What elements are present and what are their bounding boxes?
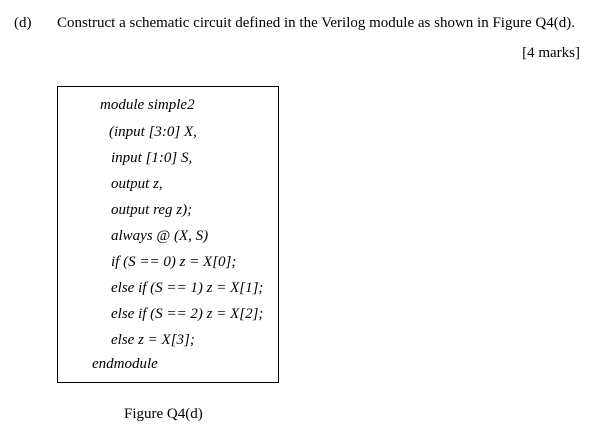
code-line-endmodule: endmodule: [92, 356, 158, 372]
question-text: Construct a schematic circuit defined in the Verilog module as shown in Figure Q4(d).: [57, 15, 575, 31]
code-line-input-s: input [1:0] S,: [111, 150, 193, 166]
marks-label: [4 marks]: [522, 45, 580, 61]
code-line-input-x: (input [3:0] X,: [109, 124, 197, 140]
code-line-else: else z = X[3];: [111, 332, 195, 348]
question-label: (d): [14, 15, 32, 31]
code-line-output-reg: output reg z);: [111, 202, 193, 218]
code-line-elseif-s1: else if (S == 1) z = X[1];: [111, 280, 264, 296]
code-line-always: always @ (X, S): [111, 228, 209, 244]
code-line-elseif-s2: else if (S == 2) z = X[2];: [111, 306, 264, 322]
figure-caption: Figure Q4(d): [124, 406, 203, 422]
code-line-module: module simple2: [100, 97, 195, 113]
code-line-if-s0: if (S == 0) z = X[0];: [111, 254, 237, 270]
code-line-output-z: output z,: [111, 176, 163, 192]
